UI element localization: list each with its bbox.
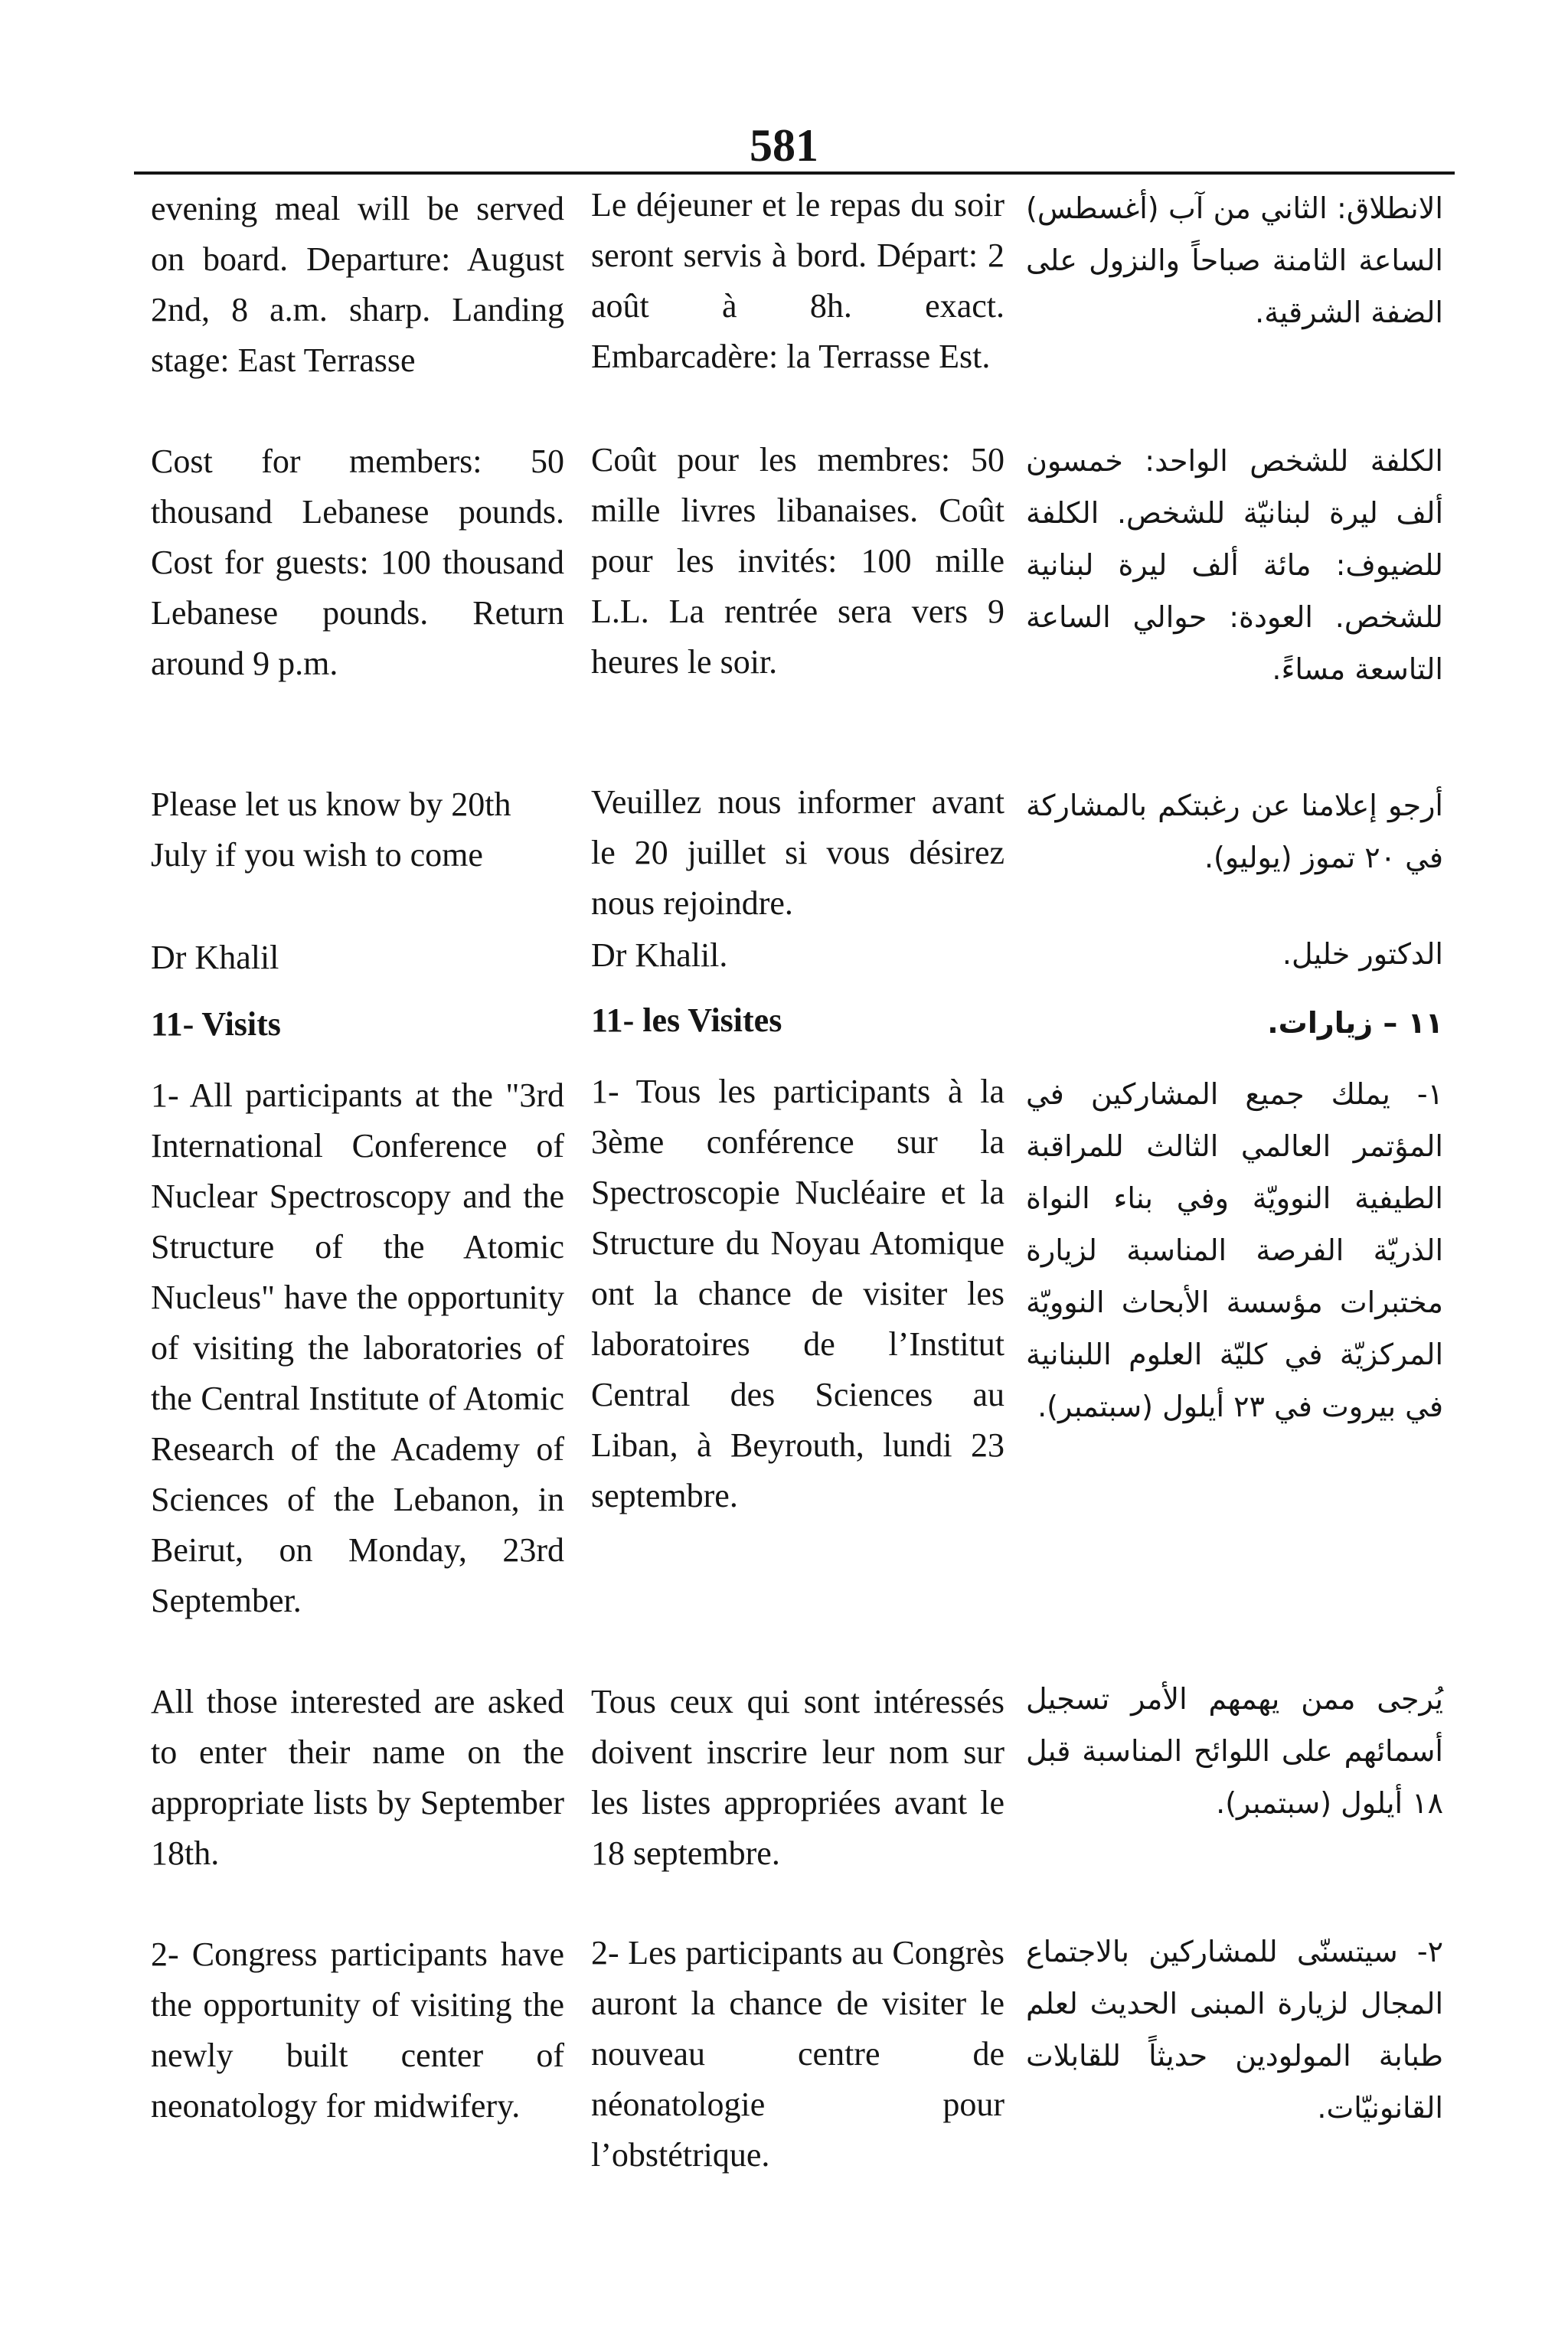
french-visit2-paragraph: 2- Les participants au Congrès auront la chance de visiter le nouveau centre de néonatologie pour l’obstétrique. bbox=[591, 1934, 1004, 2174]
french-section-title: 11- les Visites bbox=[591, 1001, 782, 1039]
arabic-interested-paragraph: يُرجى ممن يهمهم الأمر تسجيل أسمائهم على اللوائح المناسبة قبل ١٨ أيلول (سبتمبر). bbox=[1026, 1682, 1443, 1820]
english-visit1-paragraph: 1- All participants at the "3rd International Conference of Nuclear Spectroscopy and the Structure of the Atomic Nucleus" have the opportunity of visiting the laboratories of the Central Institute of Atomic Research of the Academy of Sciences of the Lebanon, in Beirut, on Monday, 23rd September. bbox=[151, 1076, 564, 1619]
page-number: 581 bbox=[750, 120, 818, 171]
english-notice-paragraph: Please let us know by 20th July if you wish to come bbox=[151, 786, 511, 874]
arabic-notice-paragraph: أرجو إعلامنا عن رغبتكم بالمشاركة في ٢٠ تموز (يوليو). bbox=[1026, 789, 1443, 874]
french-notice-paragraph: Veuillez nous informer avant le 20 juillet si vous désirez nous rejoindre. bbox=[591, 783, 1004, 922]
english-signature: Dr Khalil bbox=[151, 939, 279, 976]
header-rule bbox=[134, 172, 1455, 175]
french-cost-paragraph: Coût pour les membres: 50 mille livres libanaises. Coût pour les invités: 100 mille L.L. La rentrée sera vers 9 heures le soir. bbox=[591, 441, 1004, 681]
arabic-visit2-paragraph: ٢- سيتسنّى للمشاركين بالاجتماع المجال لزيارة المبنى الحديث لعلم طبابة المولودين حديثاً للقابلات القانونيّات. bbox=[1026, 1935, 1443, 2125]
english-interested-paragraph: All those interested are asked to enter their name on the appropriate lists by September 18th. bbox=[151, 1683, 564, 1872]
arabic-cost-paragraph: الكلفة للشخص الواحد: خمسون ألف ليرة لبنانيّة للشخص. الكلفة للضيوف: مائة ألف ليرة لبنانية للشخص. العودة: حوالي الساعة التاسعة مساءً. bbox=[1026, 444, 1443, 686]
english-section-title: 11- Visits bbox=[151, 1005, 281, 1043]
french-signature: Dr Khalil. bbox=[591, 936, 728, 974]
arabic-section-title: ١١ – زيارات. bbox=[1267, 1006, 1443, 1040]
english-cost-paragraph: Cost for members: 50 thousand Lebanese pounds. Cost for guests: 100 thousand Lebanese pounds. Return around 9 p.m. bbox=[151, 443, 564, 682]
french-meal-paragraph: Le déjeuner et le repas du soir seront servis à bord. Départ: 2 août à 8h. exact. Embarcadère: la Terrasse Est. bbox=[591, 186, 1004, 375]
french-interested-paragraph: Tous ceux qui sont intéressés doivent inscrire leur nom sur les listes appropriées avant le 18 septembre. bbox=[591, 1683, 1004, 1872]
arabic-signature: الدكتور خليل. bbox=[1282, 937, 1443, 971]
english-visit2-paragraph: 2- Congress participants have the opportunity of visiting the newly built center of neonatology for midwifery. bbox=[151, 1936, 564, 2125]
english-meal-paragraph: evening meal will be served on board. Departure: August 2nd, 8 a.m. sharp. Landing stage: East Terrasse bbox=[151, 190, 564, 379]
french-visit1-paragraph: 1- Tous les participants à la 3ème conférence sur la Spectroscopie Nucléaire et la Structure du Noyau Atomique ont la chance de visiter les laboratoires de l’Institut Central des Sciences au Liban, à Beyrouth, lundi 23 septembre. bbox=[591, 1073, 1004, 1514]
arabic-meal-paragraph: الانطلاق: الثاني من آب (أغسطس) الساعة الثامنة صباحاً والنزول على الضفة الشرقية. bbox=[1026, 191, 1443, 329]
arabic-visit1-paragraph: ١- يملك جميع المشاركين في المؤتمر العالمي الثالث للمراقبة الطيفية النوويّة وفي بناء النواة الذريّة الفرصة المناسبة لزيارة مختبرات مؤسسة الأبحاث النوويّة المركزيّة في كليّة العلوم اللبنانية في بيروت في ٢٣ أيلول (سبتمبر). bbox=[1026, 1077, 1443, 1423]
